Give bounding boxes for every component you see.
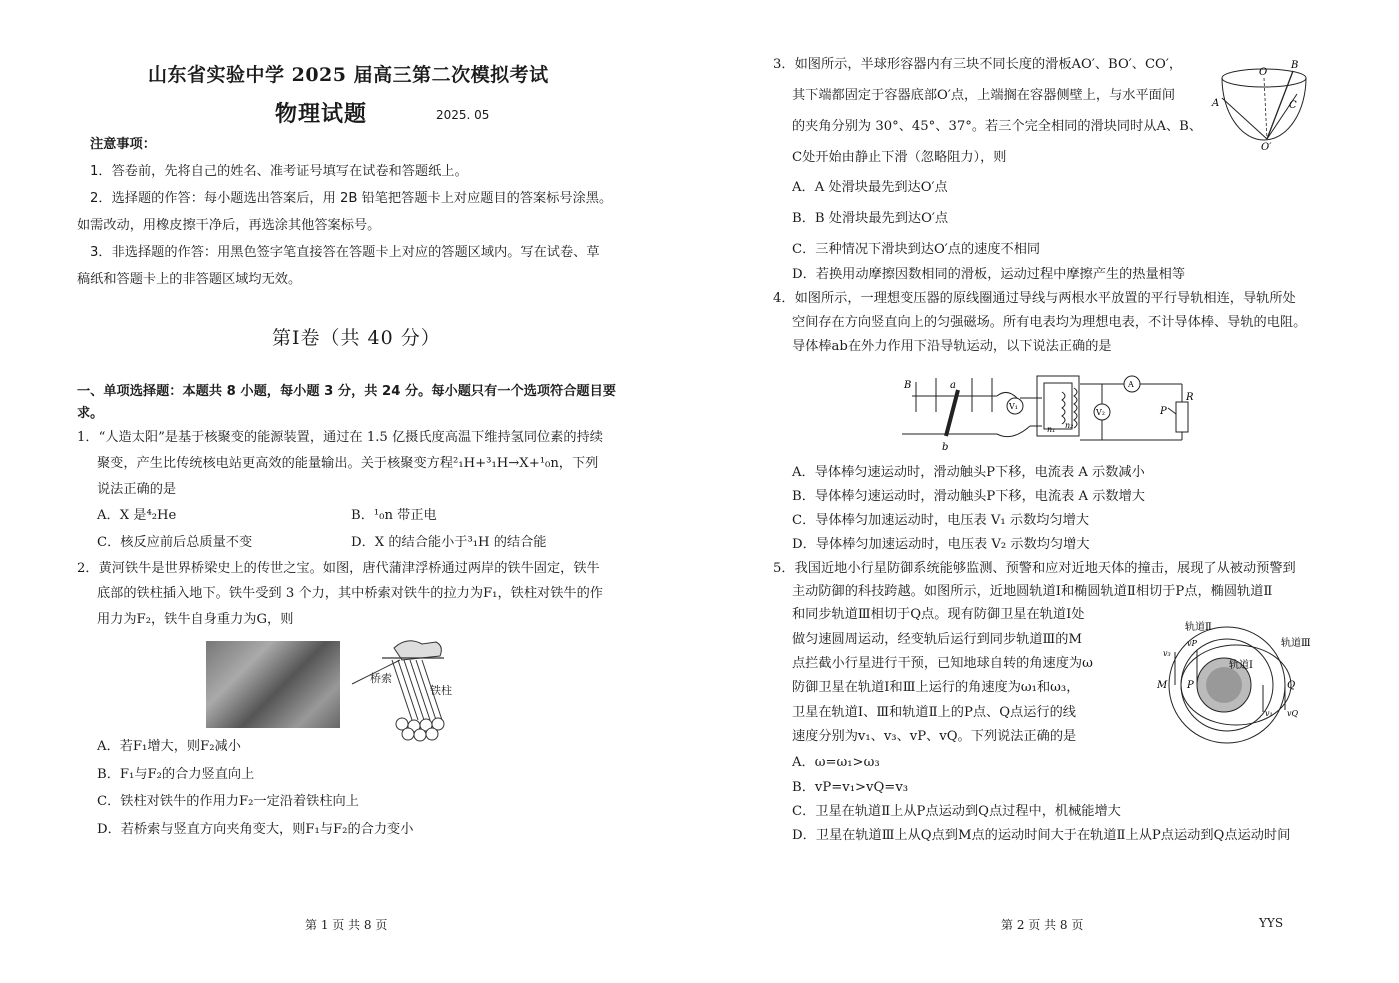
iron-ox-photo bbox=[206, 641, 340, 728]
hemisphere-diagram bbox=[1209, 58, 1309, 153]
fig5-label-v1: v₁ bbox=[1265, 709, 1273, 718]
left-page bbox=[0, 0, 699, 983]
fig4-label-b-field: B bbox=[904, 380, 912, 391]
notice-heading: 注意事项： bbox=[90, 137, 156, 152]
q2-option-a: A．若F₁增大，则F₂减小 bbox=[97, 739, 241, 754]
q2-option-b: B．F₁与F₂的合力竖直向上 bbox=[97, 767, 255, 782]
exam-subtitle: 物理试题 bbox=[275, 102, 368, 127]
q4-option-a: A．导体棒匀速运动时，滑动触头P下移，电流表 A 示数减小 bbox=[792, 465, 1145, 480]
q3-option-c: C．三种情况下滑块到达O′点的速度不相同 bbox=[792, 242, 1041, 257]
fig4-label-p: P bbox=[1160, 406, 1167, 417]
right-page bbox=[699, 0, 1399, 983]
fig4-label-ammeter: A bbox=[1128, 380, 1134, 389]
transformer-circuit-diagram bbox=[902, 368, 1202, 454]
fig3-label-a: A bbox=[1212, 98, 1220, 109]
q1-stem-line3: 说法正确的是 bbox=[97, 482, 177, 497]
q4-option-b: B．导体棒匀速运动时，滑动触头P下移，电流表 A 示数增大 bbox=[792, 489, 1145, 504]
q1-option-c: C．核反应前后总质量不变 bbox=[97, 535, 253, 550]
q3-option-d: D．若换用动摩擦因数相同的滑板，运动过程中摩擦产生的热量相等 bbox=[792, 267, 1186, 282]
q3-stem-line2: 其下端都固定于容器底部O′点，上端搁在容器侧壁上，与水平面间 bbox=[792, 88, 1176, 103]
notice-2: 2．选择题的作答：每小题选出答案后，用 2B 铅笔把答题卡上对应题目的答案标号涂黑。 bbox=[90, 191, 613, 206]
q5-option-a: A．ω=ω₁>ω₃ bbox=[792, 755, 880, 770]
fig4-label-r: R bbox=[1186, 392, 1194, 403]
q5-stem-line8: 速度分别为v₁、v₃、vP、vQ。下列说法正确的是 bbox=[792, 729, 1077, 744]
fig4-label-n1: n₁ bbox=[1047, 425, 1056, 434]
q1-option-a: A．X 是⁴₂He bbox=[97, 508, 177, 523]
q5-stem-line1: 5．我国近地小行星防御系统能够监测、预警和应对近地天体的撞击，展现了从被动预警到 bbox=[773, 561, 1296, 576]
fig4-label-n2: n₂ bbox=[1065, 421, 1074, 430]
q5-stem-line3: 和同步轨道Ⅲ相切于Q点。现有防御卫星在轨道Ⅰ处 bbox=[792, 607, 1085, 622]
fig5-label-m: M bbox=[1157, 680, 1168, 691]
q1-option-b: B．¹₀n 带正电 bbox=[351, 508, 437, 523]
q3-stem-line3: 的夹角分别为 30°、45°、37°。若三个完全相同的滑块同时从A、B、 bbox=[792, 119, 1203, 134]
q4-option-d: D．导体棒匀加速运动时，电压表 V₂ 示数均匀增大 bbox=[792, 537, 1090, 552]
iron-ox-diagram bbox=[352, 630, 462, 740]
q3-stem-line1: 3．如图所示，半球形容器内有三块不同长度的滑板AO′、BO′、CO′， bbox=[773, 57, 1183, 72]
orbit-diagram bbox=[1127, 612, 1327, 734]
fig3-label-b: B bbox=[1291, 60, 1299, 71]
fig5-label-orbit1: 轨道Ⅰ bbox=[1229, 660, 1253, 671]
volume-heading: 第Ⅰ卷（共 40 分） bbox=[272, 327, 441, 349]
notice-1: 1．答卷前，先将自己的姓名、准考证号填写在试卷和答题纸上。 bbox=[90, 164, 468, 179]
q5-stem-line4: 做匀速圆周运动，经变轨后运行到同步轨道Ⅲ的M bbox=[792, 632, 1082, 647]
q4-stem-line2: 空间存在方向竖直向上的匀强磁场。所有电表均为理想电表，不计导体棒、导轨的电阻。 bbox=[792, 315, 1307, 330]
fig4-label-v2: V₂ bbox=[1096, 408, 1105, 417]
q2-option-c: C．铁柱对铁牛的作用力F₂一定沿着铁柱向上 bbox=[97, 794, 359, 809]
fig5-label-v3: v₃ bbox=[1163, 649, 1171, 658]
q5-option-d: D．卫星在轨道Ⅲ上从Q点到M点的运动时间大于在轨道Ⅱ上从P点运动到Q点运动时间 bbox=[792, 828, 1291, 843]
q5-stem-line7: 卫星在轨道Ⅰ、Ⅲ和轨道Ⅱ上的P点、Q点运行的线 bbox=[792, 705, 1076, 720]
q5-option-c: C．卫星在轨道Ⅱ上从P点运动到Q点过程中，机械能增大 bbox=[792, 804, 1121, 819]
notice-2-cont: 如需改动，用橡皮擦干净后，再选涂其他答案标号。 bbox=[77, 218, 381, 233]
right-footer: 第 2 页 共 8 页 bbox=[1001, 918, 1084, 932]
q4-stem-line3: 导体棒ab在外力作用下沿导轨运动，以下说法正确的是 bbox=[792, 339, 1112, 354]
q1-option-d: D．X 的结合能小于³₁H 的结合能 bbox=[351, 535, 547, 550]
q2-option-d: D．若桥索与竖直方向夹角变大，则F₁与F₂的合力变小 bbox=[97, 822, 414, 837]
fig5-label-vp: vP bbox=[1187, 639, 1197, 648]
fig4-label-b: b bbox=[942, 442, 949, 453]
fig5-label-orbit3: 轨道Ⅲ bbox=[1281, 638, 1311, 649]
left-footer: 第 1 页 共 8 页 bbox=[305, 918, 388, 932]
fig3-label-c: C bbox=[1289, 100, 1297, 111]
fig4-label-a: a bbox=[950, 380, 956, 391]
fig-label-cable: 桥索 bbox=[370, 672, 392, 685]
notice-3-cont: 稿纸和答题卡上的非答题区域均无效。 bbox=[77, 272, 302, 287]
q5-stem-line6: 防御卫星在轨道Ⅰ和Ⅲ上运行的角速度为ω₁和ω₃， bbox=[792, 680, 1080, 695]
notice-3: 3．非选择题的作答：用黑色签字笔直接答在答题卡上对应的答题区域内。写在试卷、草 bbox=[90, 245, 600, 260]
q2-stem-line3: 用力为F₂，铁牛自身重力为G，则 bbox=[97, 612, 294, 627]
q3-stem-line4: C处开始由静止下滑（忽略阻力），则 bbox=[792, 150, 1007, 165]
fig5-label-q: Q bbox=[1287, 680, 1296, 691]
q4-stem-line1: 4．如图所示，一理想变压器的原线圈通过导线与两根水平放置的平行导轨相连，导轨所处 bbox=[773, 291, 1296, 306]
q3-option-b: B．B 处滑块最先到达O′点 bbox=[792, 211, 949, 226]
print-code: YYS bbox=[1259, 916, 1284, 930]
exam-date: 2025. 05 bbox=[436, 108, 490, 122]
q1-stem-line1: 1．“人造太阳”是基于核聚变的能源装置，通过在 1.5 亿摄氏度高温下维持氢同位素的持续 bbox=[77, 430, 603, 445]
fig4-label-v1: V₁ bbox=[1009, 402, 1018, 411]
q5-option-b: B．vP=v₁>vQ=v₃ bbox=[792, 780, 909, 795]
q1-stem-line2: 聚变，产生比传统核电站更高效的能量输出。关于核聚变方程²₁H+³₁H→X+¹₀n，下列 bbox=[97, 456, 599, 471]
fig3-label-o: O bbox=[1259, 67, 1268, 78]
section-heading: 一、单项选择题：本题共 8 小题，每小题 3 分，共 24 分。每小题只有一个选项符合题目要 bbox=[77, 384, 616, 399]
q4-option-c: C．导体棒匀加速运动时，电压表 V₁ 示数均匀增大 bbox=[792, 513, 1090, 528]
fig5-label-vq: vQ bbox=[1287, 709, 1299, 718]
q3-option-a: A．A 处滑块最先到达O′点 bbox=[792, 180, 948, 195]
q5-stem-line5: 点拦截小行星进行干预，已知地球自转的角速度为ω bbox=[792, 656, 1093, 671]
exam-title: 山东省实验中学 2025 届高三第二次模拟考试 bbox=[148, 64, 549, 86]
q2-stem-line1: 2．黄河铁牛是世界桥梁史上的传世之宝。如图，唐代蒲津浮桥通过两岸的铁牛固定，铁牛 bbox=[77, 561, 600, 576]
fig5-label-orbit2: 轨道Ⅱ bbox=[1185, 622, 1212, 633]
fig3-label-op: O′ bbox=[1261, 142, 1272, 153]
section-heading-cont: 求。 bbox=[77, 406, 104, 421]
q5-stem-line2: 主动防御的科技跨越。如图所示，近地圆轨道Ⅰ和椭圆轨道Ⅱ相切于P点，椭圆轨道Ⅱ bbox=[792, 584, 1273, 599]
q2-stem-line2: 底部的铁柱插入地下。铁牛受到 3 个力，其中桥索对铁牛的拉力为F₁，铁柱对铁牛的作 bbox=[97, 586, 603, 601]
fig-label-pillar: 铁柱 bbox=[430, 684, 452, 697]
fig5-label-p: P bbox=[1187, 680, 1194, 691]
